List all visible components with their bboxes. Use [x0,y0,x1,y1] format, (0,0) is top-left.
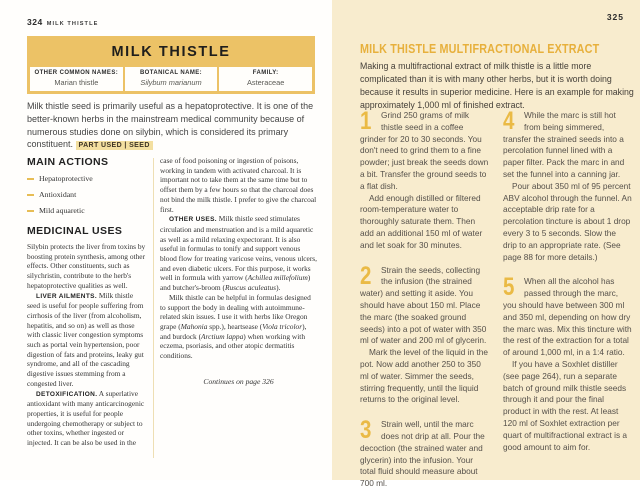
recipe-title: MILK THISTLE MULTIFRACTIONAL EXTRACT [360,41,600,56]
herb-info-row [30,67,312,91]
step-4 [503,107,632,263]
action-item [27,206,147,215]
herb-title-box [27,36,315,94]
herb-title: MILK THISTLE [111,43,231,60]
intro-text: Milk thistle seed is primarily useful as a hepatoprotective. It is one of the better-known herbs in the mainstream medical community because of numerous studies done on silybin, which is considered its primary constituent. [27,101,314,150]
main-actions-list [27,174,147,215]
continues-note: Continues on page 326 [203,376,274,386]
step-number: 2 [360,261,372,290]
step-number: 4 [503,107,515,135]
info-value: Marian thistle [54,77,99,87]
left-page-number: 324 [27,17,43,27]
step-number: 5 [503,273,515,302]
info-value: Silybum marianum [140,77,202,87]
step-paragraph: Strain the seeds, collecting the infusion (the strained water) and setting it aside. You should have about 150 ml. Place the marc (the soaked ground seeds) into a pot of water with 350 ml of water and 200 ml of glycerin. [360,264,487,346]
right-page [332,0,640,489]
step-paragraph: While the marc is still hot from being simmered, transfer the strained seeds into a percolation funnel lined with a paper filter. Pack the marc in and set the funnel into a canning jar. [503,110,625,179]
column-divider [153,158,154,458]
dash-bullet-icon [27,210,34,212]
step-paragraph: Grind 250 grams of milk thistle seed in a coffee grinder for 20 to 30 seconds. You don't need to grind them to a fine powder; just break the seeds down a bit. Transfer the ground seeds to a flat dish. [360,110,489,191]
body-paragraph: LIVER AILMENTS. Milk thistle seed is useful for people suffering from cirrhosis of the liver (from alcoholism, hepatitis, and so on) as well as those with classic liver congestion symptoms such as portal vein hypertension, poor digestion of fats and proteins, leaky gut syndrome, and all of the cascading digestive issues stemming from a congested liver. [27,290,144,388]
medicinal-uses-heading: MEDICINAL USES [27,225,123,237]
step-paragraph: If you have a Soxhlet distiller (see page 264), run a separate batch of ground milk thistle seeds through it and pour the final product in with the rest. At least 120 ml of Soxhlet extraction per quart of multifractional extract is a good amount to aim for. [503,358,628,452]
step-3 [360,416,489,490]
step-paragraph: Add enough distilled or filtered room-temperature water to thoroughly saturate them. Then add an additional 150 ml of water and let soak for 30 minutes. [360,192,483,250]
step-paragraph: Mark the level of the liquid in the pot. Now add another 250 to 350 ml of water. Simmer the seeds, stirring frequently, until the liquid returns to the original level. [360,347,488,405]
left-column-1 [27,156,147,458]
body-paragraph: DETOXIFICATION. A superlative antioxidant with many anticarcinogenic properties, it is useful for people undergoing chemotherapy or subject to other toxins, whether ingested or injected. It can be also be used in the [27,388,145,448]
action-item [27,190,147,199]
step-number: 1 [360,107,372,135]
info-cell-common-names [30,67,123,91]
right-page-number: 325 [606,12,624,22]
step-paragraph: Pour about 350 ml of 95 percent ABV alcohol through the funnel. An acceptable drip rate for a percolation tincture is about 1 drop every 3 to 5 seconds. Slow the drip to an appropriate rate. (See page 88 for more details.) [503,180,632,262]
dash-bullet-icon [27,194,34,196]
steps-columns [360,107,632,503]
info-label: FAMILY: [252,70,279,76]
action-label: Mild aquaretic [39,206,85,215]
info-cell-botanical-name [125,67,218,91]
info-cell-family [219,67,312,91]
body-paragraph: Silybin protects the liver from toxins by boosting protein synthesis, among other effects. Other constituents, such as silychristin, contribute to the herb's hepatoprotective qualities as well. [27,242,146,290]
action-item [27,174,147,183]
info-label: BOTANICAL NAME: [139,70,203,76]
recipe-intro: Making a multifractional extract of milk thistle is a little more complicated than it is with many other herbs, but it is worth doing because it results in superior medicine. Here is an example for making approximately 1,000 ml of finished extract. [360,61,634,110]
step-number: 3 [360,416,372,445]
body-paragraph: case of food poisoning or ingestion of poisons, working in tandem with activated charcoal. It is important not to take them at the same time but to offset them by a few hours so that the charcoal does not bind the milk thistle. I prefer to give the charcoal first. [160,156,317,214]
left-running-header [27,12,98,30]
main-actions-heading: MAIN ACTIONS [27,156,109,168]
body-paragraph: OTHER USES. Milk thistle seed stimulates circulation and menstruation and is a mild aquaretic as well as a mild relaxing expectorant. It is also useful in formulas to tonify and support venous blood flow for treating varicose veins, venous ulcers, and even diabetic ulcers. For this purpose, it works well in formula with yarrow (Achillea millefolium) and butcher's-broom (Ruscus aculeatus). [160,214,318,293]
left-page [0,0,332,480]
body-paragraph: Milk thistle can be helpful in formulas designed to support the body in dealing with autoimmune-related skin issues. I use it with herbs like Oregon grape (Mahonia spp.), heartsease (Viola tricolor), and burdock (Arctium lappa) when working with eczema, psoriasis, and other atopic dermatitis conditions. [160,292,311,361]
step-paragraph: When all the alcohol has passed through the marc, you should have between 300 ml and 350 ml, depending on how dry the marc was. Mix this tincture with the rest of the extraction for a total of around 1,000 ml, in a 1:4 ratio. [503,276,632,358]
info-label: OTHER COMMON NAMES: [34,70,119,76]
intro-paragraph [27,100,317,153]
action-label: Antioxidant [39,190,77,199]
step-paragraph: Strain well, until the marc does not drip at all. Pour the decoction (the strained water and glycerin) into the infusion. Your total fluid should measure about 700 ml. [360,419,485,489]
part-used-badge: PART USED | SEED [76,141,153,150]
step-5 [503,273,632,453]
steps-column-1 [360,107,489,503]
step-2 [360,261,489,407]
left-column-2 [160,156,317,458]
info-value: Asteraceae [246,77,285,87]
left-page-columns [27,156,317,458]
left-running-title: MILK THISTLE [46,21,99,27]
step-1 [360,107,489,252]
dash-bullet-icon [27,178,34,180]
steps-column-2 [503,107,632,503]
action-label: Hepatoprotective [39,174,93,183]
